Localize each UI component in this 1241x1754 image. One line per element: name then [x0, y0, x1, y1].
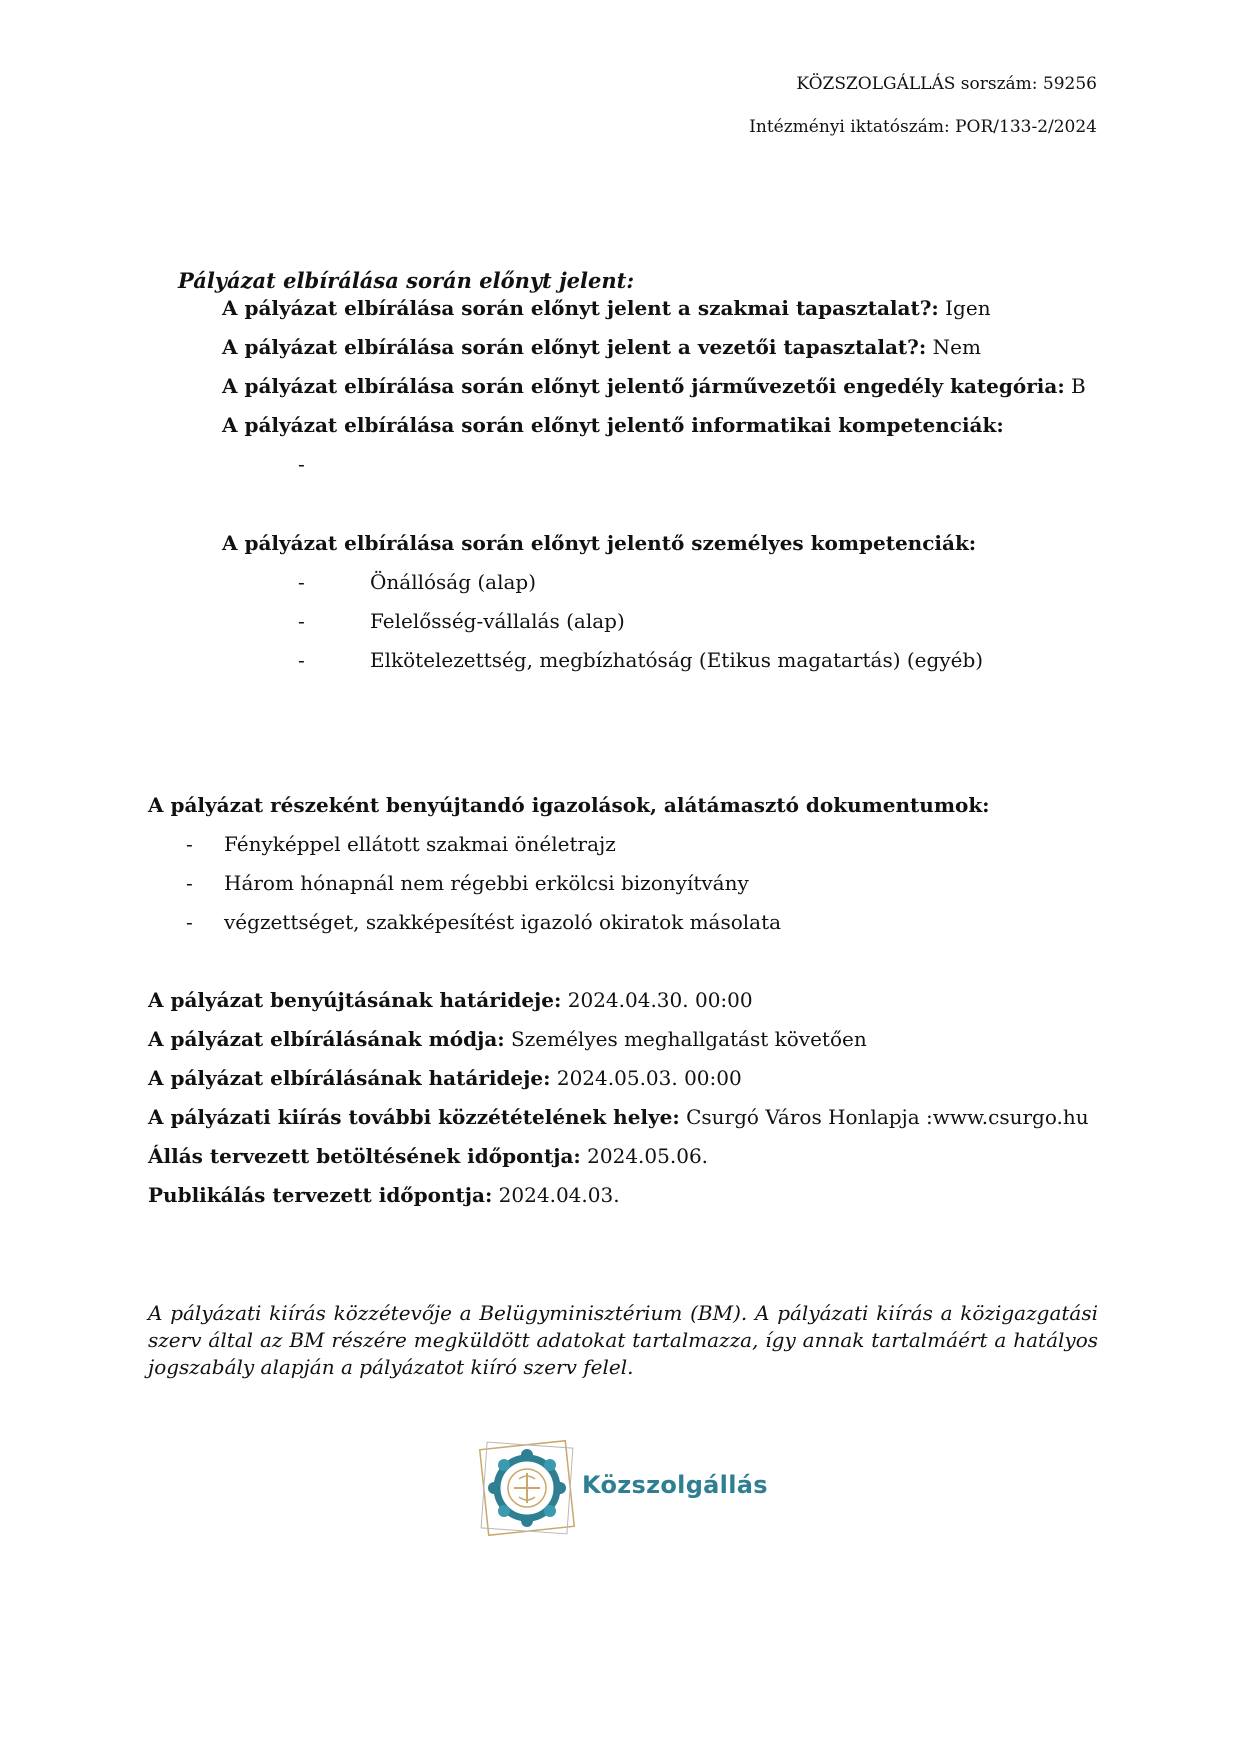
- list-bullet: -: [298, 648, 305, 672]
- registry-number: Intézményi iktatószám: POR/133-2/2024: [749, 117, 1097, 137]
- professional-experience-line: [222, 296, 991, 320]
- publication-place-line: [148, 1105, 1089, 1129]
- planned-publish-date-label: Publikálás tervezett időpontja:: [148, 1183, 493, 1207]
- personal-competency-item: Önállóság (alap): [370, 570, 537, 594]
- list-bullet: -: [186, 871, 193, 895]
- evaluation-method-value: Személyes meghallgatást követően: [504, 1027, 867, 1051]
- submission-deadline-value: 2024.04.30. 00:00: [561, 988, 753, 1012]
- list-bullet: -: [298, 609, 305, 633]
- it-competencies-line: [222, 413, 1004, 437]
- evaluation-deadline-value: 2024.05.03. 00:00: [550, 1066, 742, 1090]
- publication-place-value: Csurgó Város Honlapja :www.csurgo.hu: [679, 1105, 1089, 1129]
- professional-experience-label: A pályázat elbírálása során előnyt jelent a szakmai tapasztalat?:: [222, 296, 939, 320]
- evaluation-deadline-label: A pályázat elbírálásának határideje:: [148, 1066, 551, 1090]
- advantages-title: Pályázat elbírálása során előnyt jelent:: [178, 268, 635, 293]
- personal-competency-item: Felelősség-vállalás (alap): [370, 609, 625, 633]
- kozszolgallas-logo: [474, 1433, 794, 1543]
- publisher-note: A pályázati kiírás közzétevője a Belügyminisztérium (BM). A pályázati kiírás a közigazgatási szerv által az BM részére megküldött adatokat tartalmazza, így annak tartalmáért a hatályos jogszabály alapján a pályázatot kiíró szerv felel.: [148, 1301, 1098, 1379]
- planned-fill-date-line: [148, 1144, 708, 1168]
- leadership-experience-value: Nem: [926, 335, 981, 359]
- logo-wordmark: Közszolgállás: [582, 1471, 768, 1499]
- list-bullet: -: [298, 570, 305, 594]
- submission-deadline-label: A pályázat benyújtásának határideje:: [148, 988, 562, 1012]
- kozszolgallas-emblem-icon: [474, 1433, 584, 1543]
- driving-license-line: [222, 374, 1086, 398]
- driving-license-label: A pályázat elbírálása során előnyt jelentő járművezetői engedély kategória:: [222, 374, 1065, 398]
- document-item: Fényképpel ellátott szakmai önéletrajz: [224, 832, 616, 856]
- submission-deadline-line: [148, 988, 753, 1012]
- planned-publish-date-line: [148, 1183, 620, 1207]
- driving-license-value: B: [1064, 374, 1086, 398]
- evaluation-method-label: A pályázat elbírálásának módja:: [148, 1027, 505, 1051]
- planned-publish-date-value: 2024.04.03.: [492, 1183, 620, 1207]
- documents-title-line: [148, 793, 990, 817]
- it-competencies-label: A pályázat elbírálása során előnyt jelentő informatikai kompetenciák:: [222, 413, 1004, 437]
- professional-experience-value: Igen: [938, 296, 991, 320]
- document-item: végzettséget, szakképesítést igazoló okiratok másolata: [224, 910, 782, 934]
- documents-title: A pályázat részeként benyújtandó igazolások, alátámasztó dokumentumok:: [148, 793, 990, 817]
- personal-competencies-label: A pályázat elbírálása során előnyt jelentő személyes kompetenciák:: [222, 531, 977, 555]
- document-item: Három hónapnál nem régebbi erkölcsi bizonyítvány: [224, 871, 749, 895]
- publication-place-label: A pályázati kiírás további közzétételének helye:: [148, 1105, 680, 1129]
- leadership-experience-line: [222, 335, 981, 359]
- list-bullet: -: [186, 910, 193, 934]
- planned-fill-date-value: 2024.05.06.: [580, 1144, 709, 1168]
- it-competency-item: -: [298, 452, 305, 476]
- evaluation-deadline-line: [148, 1066, 742, 1090]
- evaluation-method-line: [148, 1027, 867, 1051]
- personal-competencies-line: [222, 531, 976, 555]
- list-bullet: -: [186, 832, 193, 856]
- leadership-experience-label: A pályázat elbírálása során előnyt jelent a vezetői tapasztalat?:: [222, 335, 927, 359]
- serial-number: KÖZSZOLGÁLLÁS sorszám: 59256: [796, 74, 1097, 94]
- planned-fill-date-label: Állás tervezett betöltésének időpontja:: [148, 1144, 581, 1168]
- personal-competency-item: Elkötelezettség, megbízhatóság (Etikus magatartás) (egyéb): [370, 648, 984, 672]
